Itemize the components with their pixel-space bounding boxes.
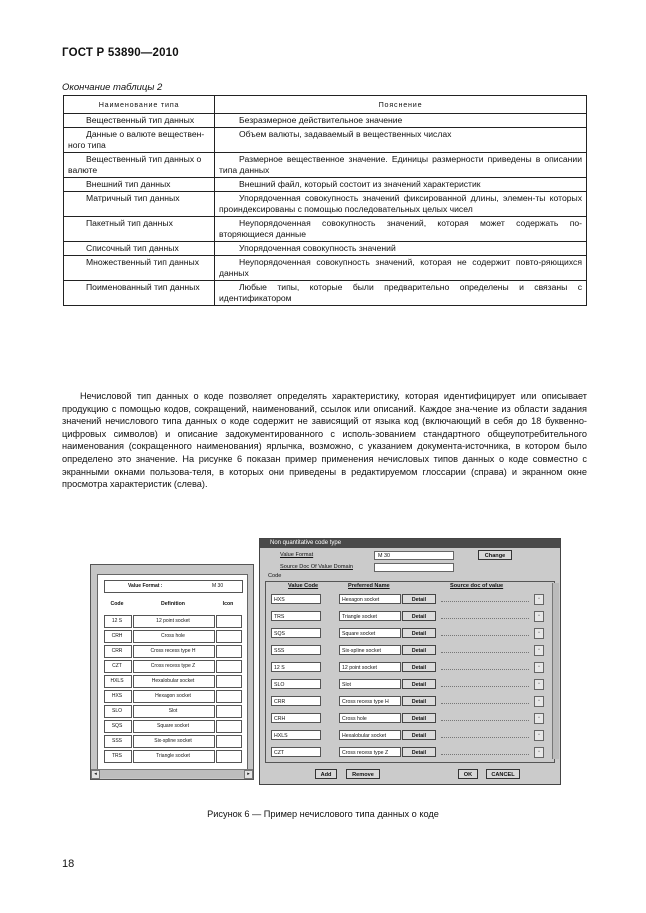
table-caption: Окончание таблицы 2 — [62, 82, 163, 93]
body-paragraph — [62, 390, 587, 491]
definition-cell: Hexalobular socket — [151, 678, 195, 684]
image-icon[interactable]: ▫ — [534, 645, 544, 656]
table-row — [64, 114, 587, 128]
source-doc-line[interactable] — [441, 669, 529, 670]
code-cell: TRS — [112, 753, 122, 759]
value-code-input[interactable]: 12 S — [271, 662, 321, 672]
image-icon[interactable]: ▫ — [534, 730, 544, 741]
table-row — [271, 747, 551, 759]
type-definition-table — [63, 95, 587, 306]
table-row — [271, 696, 551, 708]
list-item[interactable] — [102, 735, 243, 748]
table-row — [271, 594, 551, 606]
list-item[interactable] — [102, 615, 243, 628]
image-icon[interactable]: ▫ — [534, 611, 544, 622]
definition-cell: Hexagon socket — [155, 693, 191, 699]
code-group-label: Code — [268, 573, 282, 579]
list-item[interactable] — [102, 705, 243, 718]
preferred-name-input[interactable]: Six-spline socket — [339, 645, 401, 655]
code-type-dialog — [259, 538, 561, 785]
type-name-cell: Поименованный тип данных — [64, 281, 215, 306]
table-row — [64, 242, 587, 256]
characteristic-view-window — [90, 564, 254, 780]
horizontal-scrollbar[interactable] — [91, 769, 253, 778]
list-item[interactable] — [102, 720, 243, 733]
value-code-input[interactable]: CRR — [271, 696, 321, 706]
image-icon[interactable]: ▫ — [534, 628, 544, 639]
remove-button[interactable]: Remove — [346, 769, 380, 779]
explanation-cell: Неупорядоченная совокупность значений, которая не содержит повто-ряющихся данных — [215, 256, 587, 281]
value-code-input[interactable]: CZT — [271, 747, 321, 757]
preferred-name-input[interactable]: Hexalobular socket — [339, 730, 401, 740]
definition-cell: Slot — [168, 708, 178, 714]
list-item[interactable] — [102, 675, 243, 688]
list-item[interactable] — [102, 690, 243, 703]
type-name-cell: Списочный тип данных — [64, 242, 215, 256]
value-code-input[interactable]: SLO — [271, 679, 321, 689]
source-doc-label: Source Doc Of Value Domain — [280, 564, 353, 570]
dialog-title: Non quantitative code type — [270, 540, 342, 546]
type-name-cell: Матричный тип данных — [64, 192, 215, 217]
code-cell: SLO — [111, 708, 122, 714]
explanation-cell: Внешний файл, который состоит из значений характеристик — [215, 178, 587, 192]
source-doc-line[interactable] — [441, 601, 529, 602]
list-item[interactable] — [102, 630, 243, 643]
definition-cell: Cross recess type Z — [150, 663, 196, 669]
document-code: ГОСТ Р 53890—2010 — [62, 47, 179, 59]
column-source-doc: Source doc of value — [450, 583, 504, 589]
image-icon[interactable]: ▫ — [534, 679, 544, 690]
definition-cell: Six-spline socket — [154, 738, 192, 744]
table-row — [64, 178, 587, 192]
add-button[interactable]: Add — [315, 769, 337, 779]
source-doc-line[interactable] — [441, 737, 529, 738]
figure-caption: Рисунок 6 — Пример нечислового типа данных о коде — [207, 809, 439, 819]
scroll-left-icon[interactable]: ◂ — [91, 770, 100, 779]
explanation-cell: Безразмерное действительное значение — [215, 114, 587, 128]
change-button[interactable]: Change — [478, 550, 512, 560]
code-cell: 12 S — [111, 618, 123, 624]
table-row — [271, 713, 551, 725]
table-row — [64, 281, 587, 306]
explanation-cell: Любые типы, которые были предварительно определены и связаны с идентификатором — [215, 281, 587, 306]
dialog-title-bar — [260, 539, 560, 548]
type-name-cell: Внешний тип данных — [64, 178, 215, 192]
code-cell: CRR — [111, 648, 123, 654]
value-format-label: Value Format — [280, 552, 314, 558]
definition-cell: Square socket — [157, 723, 189, 729]
value-format-field[interactable]: M 30 — [374, 551, 454, 560]
value-code-input[interactable]: HXS — [271, 594, 321, 604]
detail-button[interactable]: Detail — [402, 696, 436, 706]
table-row — [271, 662, 551, 674]
ok-button[interactable]: OK — [458, 769, 478, 779]
scroll-right-icon[interactable]: ▸ — [244, 770, 253, 779]
image-icon[interactable]: ▫ — [534, 713, 544, 724]
source-doc-line[interactable] — [441, 754, 529, 755]
definition-cell: Cross hole — [161, 633, 185, 639]
preferred-name-input[interactable]: Slot — [339, 679, 401, 689]
table-row — [271, 628, 551, 640]
detail-button[interactable]: Detail — [402, 628, 436, 638]
value-code-input[interactable]: SQS — [271, 628, 321, 638]
type-name-cell: Множественный тип данных — [64, 256, 215, 281]
preferred-name-input[interactable]: Square socket — [339, 628, 401, 638]
table-row — [64, 256, 587, 281]
type-name-cell: Данные о валюте веществен-ного типа — [64, 128, 215, 153]
image-icon[interactable]: ▫ — [534, 594, 544, 605]
table-row — [271, 679, 551, 691]
paragraph-text: Нечисловой тип данных о коде позволяет определять характеристику, которая идентифицирует или описывает продукцию с помощью кодов, сокращений, наименований, ссылок или описаний. Каждое зна-чение из области задания значений нечислового типа данных о коде содержит не зависящий от языка код (включающий в себя до 18 буквенно-цифровых символов) и описание задокументированного с исполь-зованием стандартного общеупотребительного наименования (сокращенного наименования) ярлычка, возможно, с указанием документа-источника, в котором было определено это значение. На рисунке 6 показан пример применения нечисловых типов данных о коде совместно с экранными окнами пользова-теля, в которых они приведены в редактируемом глоссарии (справа) и экранном окне просмотра характеристик (слева). — [62, 391, 587, 490]
column-icon: Icon — [222, 601, 234, 607]
source-doc-line[interactable] — [441, 635, 529, 636]
detail-button[interactable]: Detail — [402, 679, 436, 689]
detail-button[interactable]: Detail — [402, 611, 436, 621]
value-format-value: M 30 — [212, 583, 224, 589]
detail-button[interactable]: Detail — [402, 747, 436, 757]
column-header-explanation: Пояснение — [215, 96, 587, 114]
code-cell: HXLS — [110, 678, 124, 684]
type-name-cell: Вещественный тип данных — [64, 114, 215, 128]
preferred-name-input[interactable]: 12 point socket — [339, 662, 401, 672]
code-cell: CZT — [112, 663, 122, 669]
column-value-code: Value Code — [288, 583, 319, 589]
detail-button[interactable]: Detail — [402, 645, 436, 655]
detail-button[interactable]: Detail — [402, 662, 436, 672]
table-row — [271, 730, 551, 742]
cancel-button[interactable]: CANCEL — [486, 769, 520, 779]
explanation-cell: Упорядоченная совокупность значений фиксированной длины, элемен-ты которых проиндексированы с помощью последовательных целых чисел — [215, 192, 587, 217]
explanation-cell: Упорядоченная совокупность значений — [215, 242, 587, 256]
source-doc-field[interactable] — [374, 563, 454, 572]
column-definition: Definition — [161, 601, 185, 607]
source-doc-line[interactable] — [441, 703, 529, 704]
table-row — [64, 153, 587, 178]
value-code-input[interactable]: TRS — [271, 611, 321, 621]
definition-cell: 12 point socket — [156, 618, 190, 624]
value-format-row — [102, 580, 243, 593]
definition-cell: Cross recess type H — [150, 648, 196, 654]
value-code-input[interactable]: SSS — [271, 645, 321, 655]
preferred-name-input[interactable]: Cross recess type H — [339, 696, 401, 706]
column-preferred-name: Preferred Name — [348, 583, 390, 589]
source-doc-line[interactable] — [441, 686, 529, 687]
image-icon[interactable]: ▫ — [534, 747, 544, 758]
column-header-type-name: Наименование типа — [64, 96, 215, 114]
type-name-cell: Вещественный тип данных о валюте — [64, 153, 215, 178]
code-cell: SQS — [111, 723, 123, 729]
table-row — [64, 192, 587, 217]
source-doc-line[interactable] — [441, 652, 529, 653]
preferred-name-input[interactable]: Cross hole — [339, 713, 401, 723]
code-cell: SSS — [111, 738, 122, 744]
column-code: Code — [110, 601, 124, 607]
list-item[interactable] — [102, 645, 243, 658]
preferred-name-input[interactable]: Cross recess type Z — [339, 747, 401, 757]
detail-button[interactable]: Detail — [402, 730, 436, 740]
value-code-input[interactable]: HXLS — [271, 730, 321, 740]
table-row — [271, 645, 551, 657]
image-icon[interactable]: ▫ — [534, 696, 544, 707]
code-cell: HXS — [111, 693, 123, 699]
list-item[interactable] — [102, 750, 243, 763]
image-icon[interactable]: ▫ — [534, 662, 544, 673]
detail-button[interactable]: Detail — [402, 594, 436, 604]
detail-button[interactable]: Detail — [402, 713, 436, 723]
table-row — [64, 217, 587, 242]
source-doc-line[interactable] — [441, 720, 529, 721]
value-code-input[interactable]: CRH — [271, 713, 321, 723]
value-format-label: Value Format : — [128, 583, 163, 589]
code-list-panel — [97, 574, 248, 771]
preferred-name-input[interactable]: Hexagon socket — [339, 594, 401, 604]
page-number: 18 — [62, 858, 75, 870]
explanation-cell: Объем валюты, задаваемый в вещественных числах — [215, 128, 587, 153]
preferred-name-input[interactable]: Triangle socket — [339, 611, 401, 621]
vertical-scrollbar[interactable] — [552, 583, 559, 759]
table-row — [271, 611, 551, 623]
source-doc-line[interactable] — [441, 618, 529, 619]
definition-cell: Triangle socket — [156, 753, 190, 759]
table-row — [64, 128, 587, 153]
left-table-header — [102, 598, 243, 611]
list-item[interactable] — [102, 660, 243, 673]
explanation-cell: Неупорядоченная совокупность значений, которая может содержать по-вторяющиеся данные — [215, 217, 587, 242]
explanation-cell: Размерное вещественное значение. Единицы размерности приведены в описании типа данных — [215, 153, 587, 178]
code-cell: CRH — [111, 633, 123, 639]
type-name-cell: Пакетный тип данных — [64, 217, 215, 242]
